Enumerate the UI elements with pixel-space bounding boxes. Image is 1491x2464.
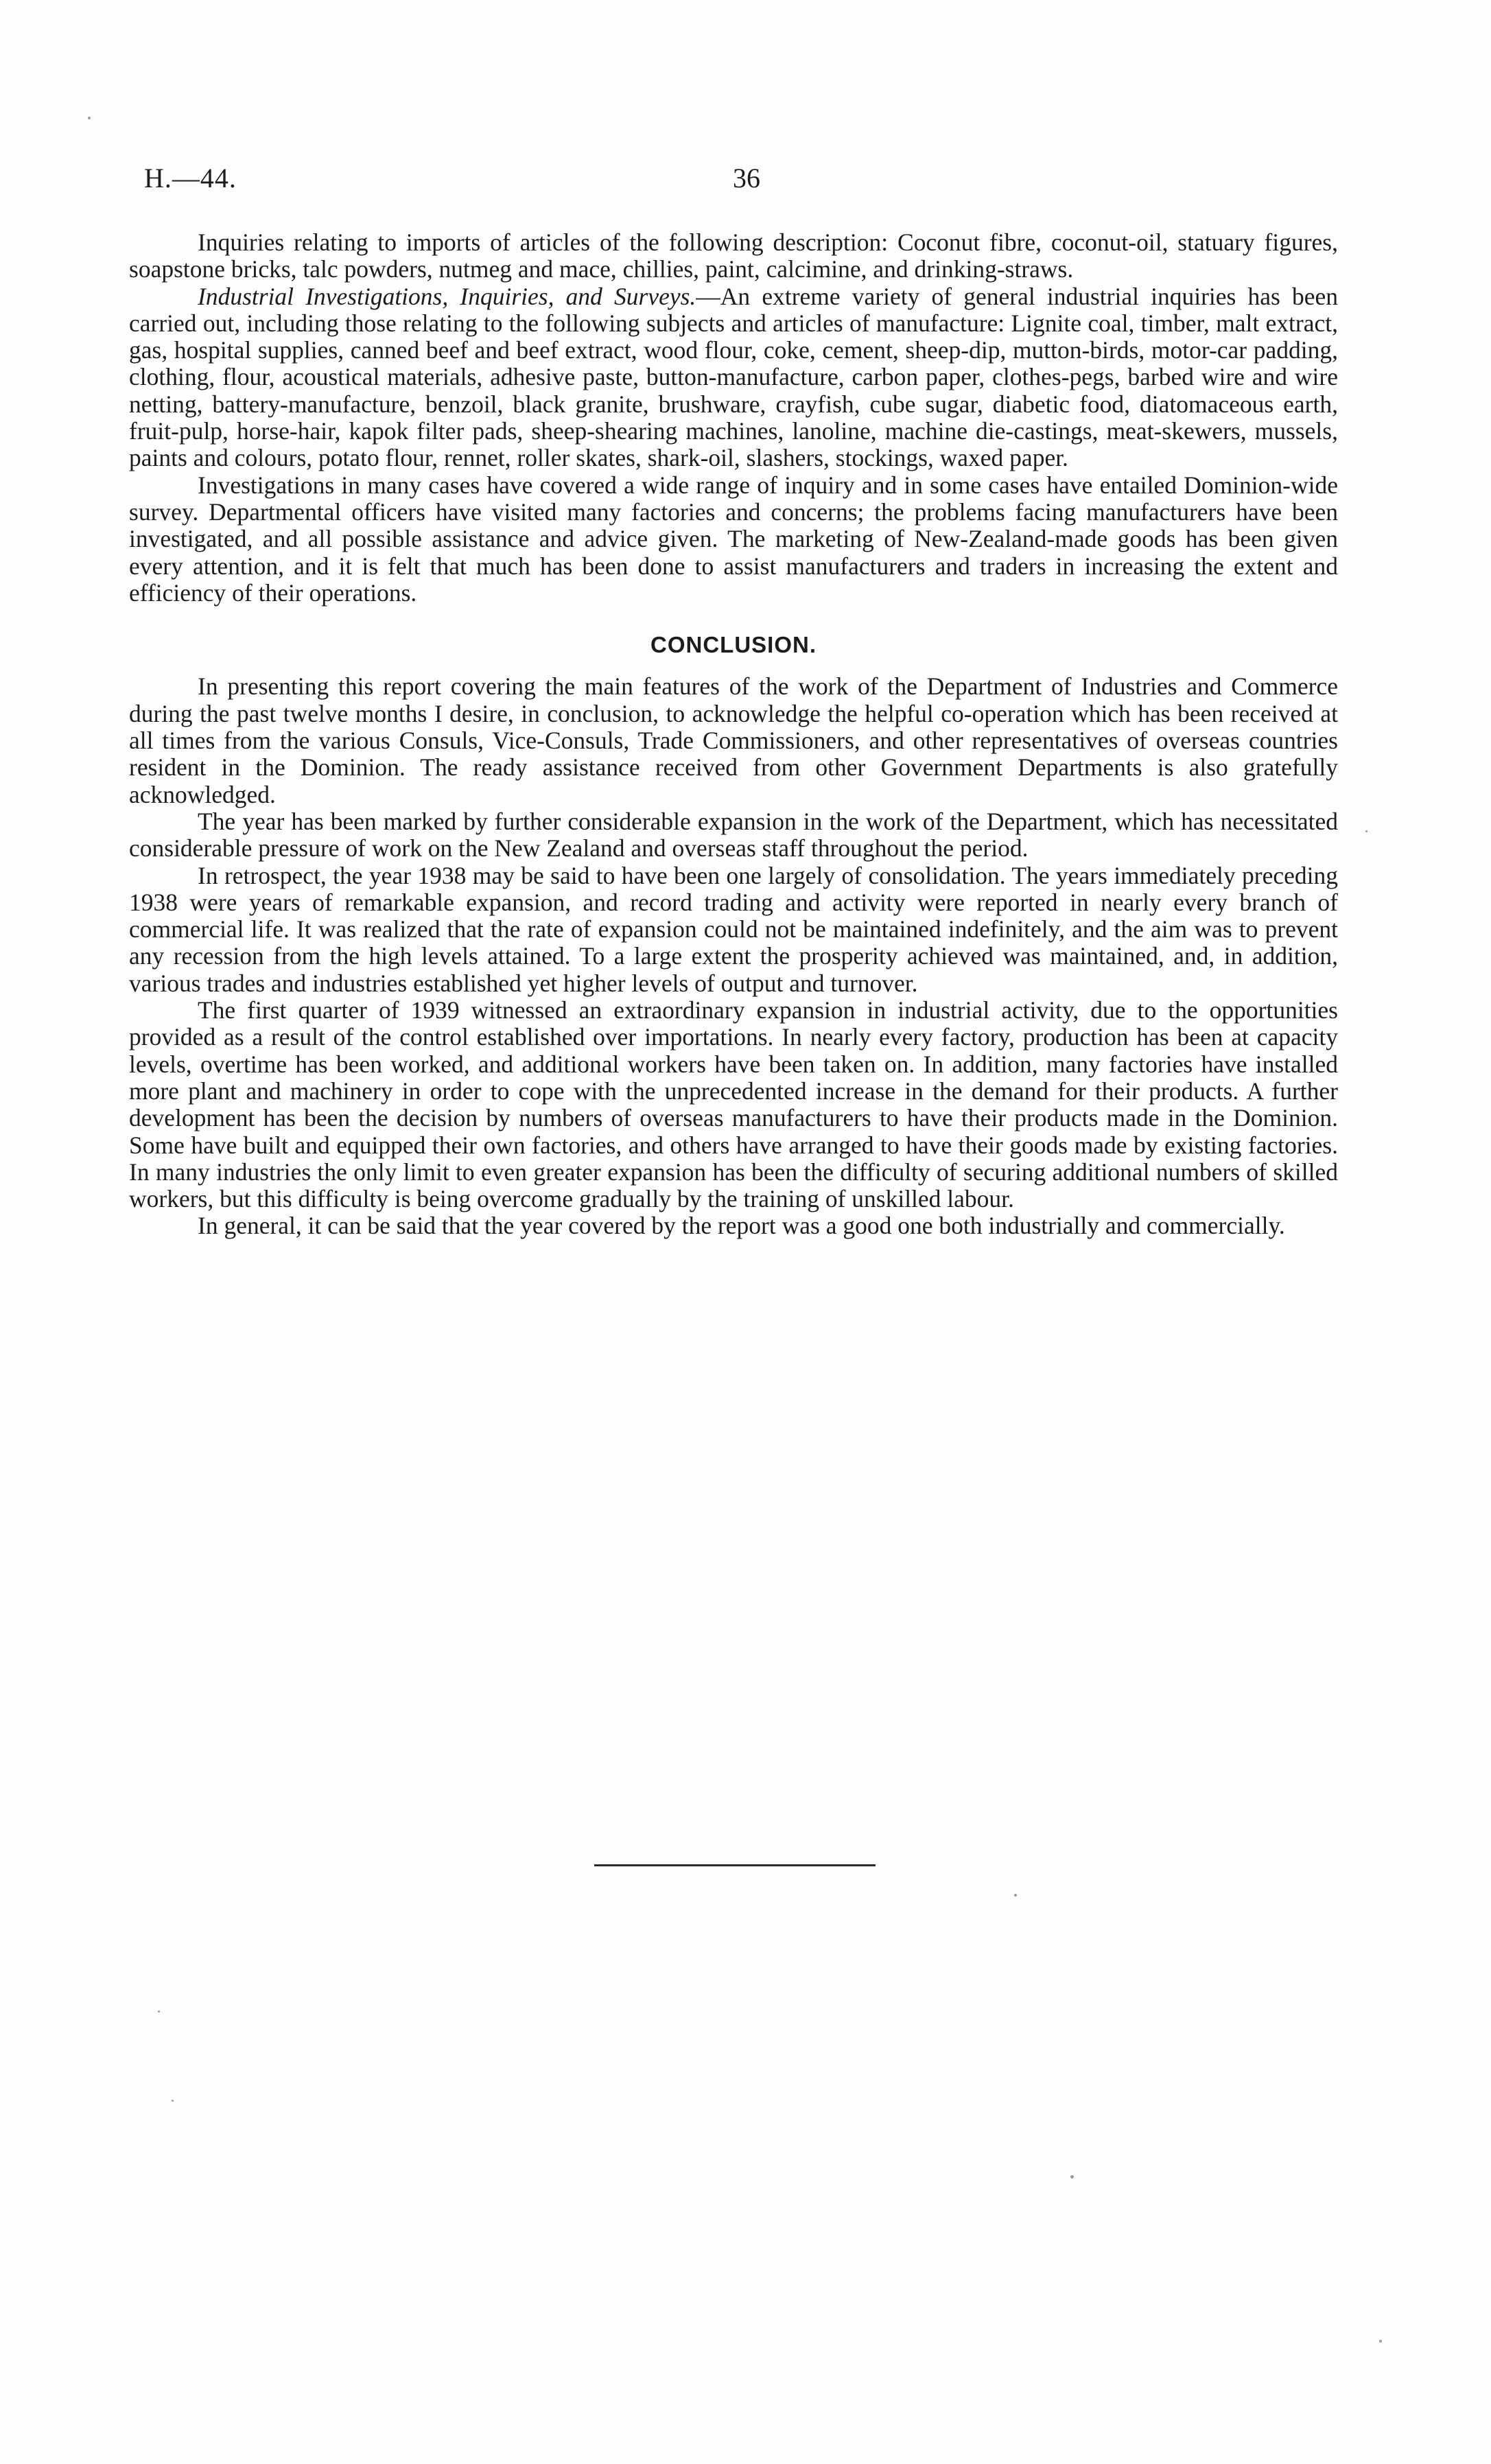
paragraph-retrospect: In retrospect, the year 1938 may be said to have been one largely of consolidation. The years immediately preceding 1938 were years of remarkable expansion, and record trading and activity were reported in nearly every branch of commercial life. It was realized that the rate of expansion could not be maintained indefinitely, and the aim was to prevent any recession from the high levels attained. To a large extent the prosperity achieved was maintained, and, in addition, various trades and industries established yet higher levels of output and turnover.	[129, 861, 1338, 997]
scan-speck	[1379, 2340, 1382, 2343]
paragraph-general: In general, it can be said that the year covered by the report was a good one both industrially and commercially.	[198, 1212, 1285, 1240]
paragraph-investigations: Investigations in many cases have covered a wide range of inquiry and in some cases have entailed Dominion-wide survey. Departmental officers have visited many factories and concerns; the problems facing manufacturers have been investigated, and all possible assistance and advice given. The marketing of New-Zealand-made goods has been given every attention, and it is felt that much has been done to assist manufacturers and traders in increasing the extent and efficiency of their operations.	[129, 471, 1338, 607]
scan-speck	[88, 117, 91, 119]
scan-speck	[1365, 830, 1367, 832]
paragraph-industrial-investigations	[129, 283, 1338, 472]
page-header	[144, 162, 1338, 203]
body-text	[129, 229, 1338, 1240]
end-rule	[594, 1864, 876, 1866]
paragraph-first-quarter: The first quarter of 1939 witnessed an extraordinary expansion in industrial activity, due to the opportunities provided as a result of the control established over importations. In nearly every factory, production has been at capacity levels, overtime has been worked, and additional workers have been taken on. In addition, many factories have installed more plant and machinery in order to cope with the unprecedented increase in the demand for their products. A further development has been the decision by numbers of overseas manufacturers to have their products made in the Dominion. Some have built and equipped their own factories, and others have arranged to have their goods made by existing factories. In many industries the only limit to even greater expansion has been the difficulty of securing additional numbers of skilled workers, but this difficulty is being overcome gradually by the training of unskilled labour.	[129, 996, 1338, 1213]
scan-speck	[1014, 1894, 1017, 1897]
scan-speck	[1070, 2175, 1074, 2179]
scan-speck	[158, 2010, 160, 2013]
paragraph-expansion: The year has been marked by further considerable expansion in the work of the Department, which has necessitated considerable pressure of work on the New Zealand and overseas staff throughout the period.	[129, 807, 1338, 863]
page-number: 36	[733, 163, 760, 193]
section-lead-text: —An extreme variety of general industrial inquiries has been carried out, including those relating to the following subjects and articles of manufacture: Lignite coal, timber, malt extract, gas, hospital supplies, canned beef and beef extract, wood flour, coke, cement, sheep-dip, mutton-birds, motor-car padding, clothing, flour, acoustical materials, adhesive paste, button-manufacture, carbon paper, clothes-pegs, barbed wire and wire netting, battery-manufacture, benzoil, black granite, brushware, crayfish, cube sugar, diabetic food, diatomaceous earth, fruit-pulp, horse-hair, kapok filter pads, sheep-shearing machines, lanoline, machine die-castings, meat-skewers, mussels, paints and colours, potato flour, rennet, roller skates, shark-oil, slashers, stockings, waxed paper.	[129, 282, 1338, 472]
scan-speck	[172, 2100, 174, 2102]
document-reference: H.—44.	[144, 163, 237, 193]
paragraph-imports-inquiries: Inquiries relating to imports of articles of the following description: Coconut fibre, coconut-oil, statuary figures, soapstone bricks, talc powders, nutmeg and mace, chillies, paint, calcimine, and drinking-straws.	[129, 228, 1338, 283]
paragraph-acknowledgement: In presenting this report covering the main features of the work of the Department of Industries and Commerce during the past twelve months I desire, in conclusion, to acknowledge the helpful co-operation which has been received at all times from the various Consuls, Vice-Consuls, Trade Commissioners, and other representatives of overseas countries resident in the Dominion. The ready assistance received from other Government Departments is also gratefully acknowledged.	[129, 672, 1338, 808]
section-lead-title: Industrial Investigations, Inquiries, and Surveys.	[198, 282, 696, 310]
section-heading-conclusion: CONCLUSION.	[650, 632, 817, 658]
